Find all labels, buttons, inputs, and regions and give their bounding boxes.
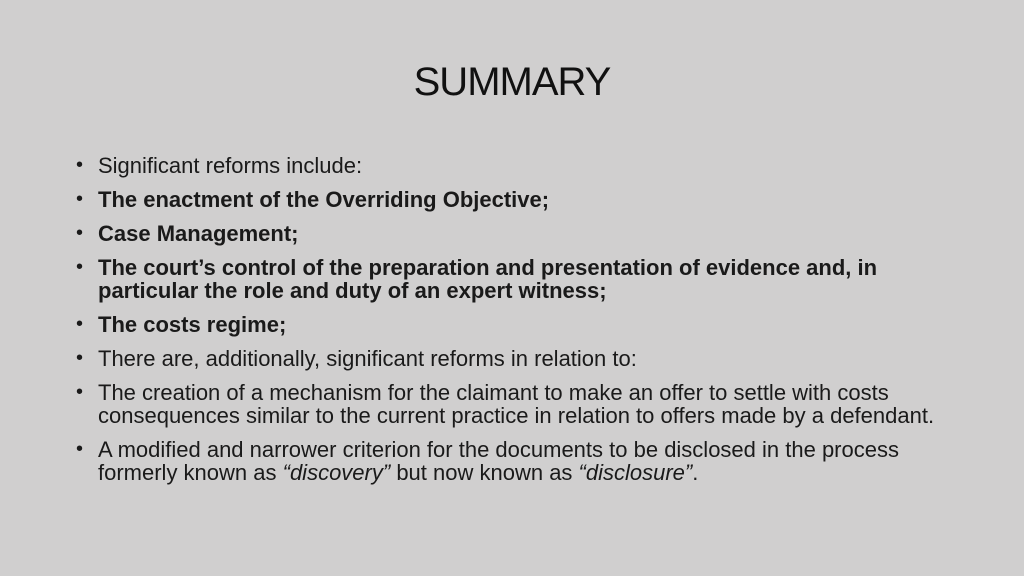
bullet-list [74, 154, 964, 495]
bullet-dot: • [76, 188, 84, 210]
bullet-text-before: A modified and narrower criterion for the documents to be disclosed in the process formerly known as [98, 437, 899, 485]
bullet-text: Significant reforms include: [98, 153, 363, 178]
bullet-dot: • [76, 222, 84, 244]
bullet-item [74, 347, 964, 370]
bullet-item [74, 188, 964, 211]
bullet-dot: • [76, 313, 84, 335]
italic-term-disclosure: “disclosure” [578, 460, 693, 485]
bullet-item [74, 256, 964, 302]
bullet-text: The court’s control of the preparation and presentation of evidence and, in particular the role and duty of an expert witness; [98, 255, 878, 303]
bullet-dot: • [76, 154, 84, 176]
slide-title: SUMMARY [413, 60, 611, 104]
bullet-text-middle: but now known as [390, 460, 579, 485]
bullet-text: The enactment of the Overriding Objective; [98, 187, 550, 212]
bullet-dot: • [76, 438, 84, 460]
bullet-text: There are, additionally, significant reforms in relation to: [98, 346, 637, 371]
bullet-item [74, 381, 964, 427]
bullet-text-end: . [692, 460, 699, 485]
bullet-dot: • [76, 347, 84, 369]
italic-term-discovery: “discovery” [282, 460, 391, 485]
bullet-item [74, 222, 964, 245]
bullet-dot: • [76, 256, 84, 278]
bullet-text: The costs regime; [98, 312, 287, 337]
bullet-text [98, 437, 899, 485]
bullet-item [74, 313, 964, 336]
bullet-item [74, 438, 964, 484]
bullet-text: The creation of a mechanism for the claimant to make an offer to settle with costs consequences similar to the current practice in relation to offers made by a defendant. [98, 380, 935, 428]
bullet-dot: • [76, 381, 84, 403]
bullet-item [74, 154, 964, 177]
bullet-text: Case Management; [98, 221, 299, 246]
